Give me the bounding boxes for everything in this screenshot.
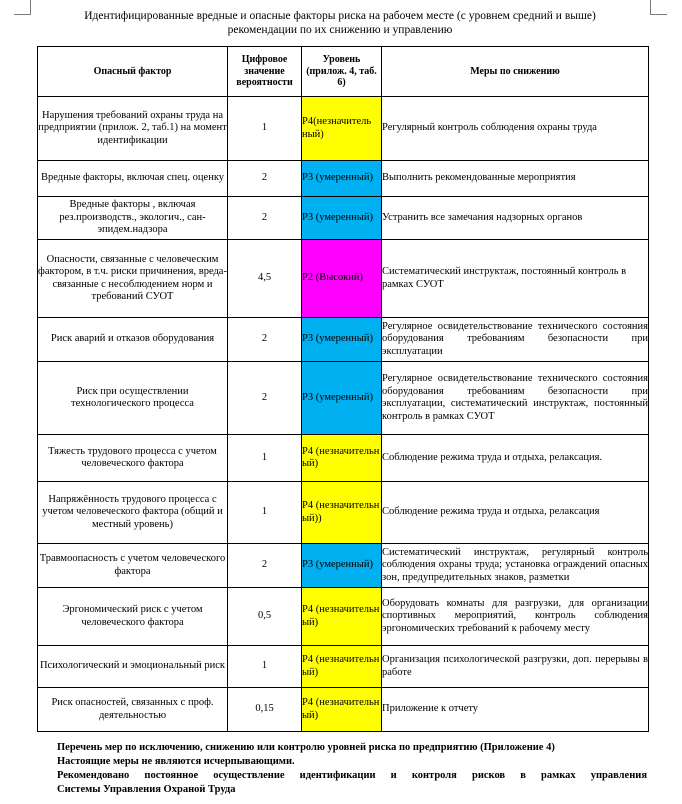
probability-cell: 1 [228, 646, 302, 688]
table-row [38, 362, 649, 435]
measure-cell: Соблюдение режима труда и отдыха, релаксация. [382, 435, 649, 482]
table-row [38, 544, 649, 588]
level-cell: Р4 (незначительн ый) [302, 435, 382, 482]
table-row [38, 240, 649, 318]
level-cell: Р4 (незначительн ый)) [302, 482, 382, 544]
footer-line-4: Системы Управления Охраной Труда [57, 784, 236, 795]
probability-cell: 1 [228, 97, 302, 161]
table-row [38, 435, 649, 482]
level-cell: Р3 (умеренный) [302, 362, 382, 435]
footer-line-2: Настоящие меры не являются исчерпывающими. [57, 756, 295, 767]
measure-cell: Регулярное освидетельствование технического состояния оборудования требованиям безопасности при эксплуатации, систематический инструктаж, постоянный контроль в рамках СУОТ [382, 362, 649, 435]
level-cell: Р4 (незначительн ый) [302, 588, 382, 646]
level-cell: Р4 (незначительн ый) [302, 688, 382, 732]
measure-cell: Систематический инструктаж, регулярный контроль соблюдения охраны труда; установка ограждений опасных зон, предупредительных знаков, разметки [382, 544, 649, 588]
margin-corner-mark-right [650, 0, 667, 15]
table-row [38, 97, 649, 161]
header-level: Уровень (прилож. 4, таб. 6) [302, 47, 382, 97]
level-cell: Р4(незначитель ный) [302, 97, 382, 161]
table-row [38, 482, 649, 544]
table-row [38, 197, 649, 240]
measure-cell: Устранить все замечания надзорных органов [382, 197, 649, 240]
title-line-2: рекомендации по их снижению и управлению [227, 23, 453, 36]
level-cell: Р2 (Высокий) [302, 240, 382, 318]
table-header-row [38, 47, 649, 97]
level-cell: Р3 (умеренный) [302, 161, 382, 197]
risk-table [37, 46, 649, 732]
table-row [38, 318, 649, 362]
factor-cell: Риск аварий и отказов оборудования [38, 318, 228, 362]
factor-cell: Психологический и эмоциональный риск [38, 646, 228, 688]
margin-corner-mark-left [14, 0, 31, 15]
level-cell: Р4 (незначительн ый) [302, 646, 382, 688]
probability-cell: 0,5 [228, 588, 302, 646]
footer-line-1: Перечень мер по исключению, снижению или контролю уровней риска по предприятию (Приложение 4) [57, 742, 555, 753]
measure-cell: Соблюдение режима труда и отдыха, релаксация [382, 482, 649, 544]
factor-cell: Тяжесть трудового процесса с учетом человеческого фактора [38, 435, 228, 482]
measure-cell: Организация психологической разгрузки, доп. перерывы в работе [382, 646, 649, 688]
header-factor: Опасный фактор [38, 47, 228, 97]
table-row [38, 161, 649, 197]
probability-cell: 1 [228, 435, 302, 482]
measure-cell: Приложение к отчету [382, 688, 649, 732]
title-line-1: Идентифицированные вредные и опасные факторы риска на рабочем месте (с уровнем средний и выше) [84, 10, 596, 22]
level-cell: Р3 (умеренный) [302, 544, 382, 588]
measure-cell: Регулярный контроль соблюдения охраны труда [382, 97, 649, 161]
document-footer [57, 741, 647, 797]
probability-cell: 0,15 [228, 688, 302, 732]
factor-cell: Риск при осуществлении технологического процесса [38, 362, 228, 435]
probability-cell: 1 [228, 482, 302, 544]
document-title [40, 10, 640, 37]
factor-cell: Напряжённость трудового процесса с учетом человеческого фактора (общий и местный уровень) [38, 482, 228, 544]
probability-cell: 4,5 [228, 240, 302, 318]
factor-cell: Вредные факторы , включая рез.производств., экологич., сан-эпидем.надзора [38, 197, 228, 240]
measure-cell: Регулярное освидетельствование технического состояния оборудования требованиям безопасности при эксплуатации [382, 318, 649, 362]
factor-cell: Риск опасностей, связанных с проф. деятельностью [38, 688, 228, 732]
factor-cell: Нарушения требований охраны труда на предприятии (прилож. 2, таб.1) на момент идентификации [38, 97, 228, 161]
level-cell: Р3 (умеренный) [302, 318, 382, 362]
level-cell: Р3 (умеренный) [302, 197, 382, 240]
table-row [38, 688, 649, 732]
measure-cell: Систематический инструктаж, постоянный контроль в рамках СУОТ [382, 240, 649, 318]
footer-line-3: Рекомендовано постоянное осуществление идентификации и контроля рисков в рамках управления [57, 770, 647, 781]
factor-cell: Опасности, связанные с человеческим фактором, в т.ч. риски причинения, вреда-связанные с несоблюдением норм и требований СУОТ [38, 240, 228, 318]
header-probability: Цифровое значение вероятности [228, 47, 302, 97]
table-row [38, 588, 649, 646]
header-measures: Меры по снижению [382, 47, 649, 97]
probability-cell: 2 [228, 318, 302, 362]
probability-cell: 2 [228, 544, 302, 588]
factor-cell: Эргономический риск с учетом человеческого фактора [38, 588, 228, 646]
measure-cell: Выполнить рекомендованные мероприятия [382, 161, 649, 197]
probability-cell: 2 [228, 362, 302, 435]
probability-cell: 2 [228, 161, 302, 197]
probability-cell: 2 [228, 197, 302, 240]
factor-cell: Травмоопасность с учетом человеческого фактора [38, 544, 228, 588]
factor-cell: Вредные факторы, включая спец. оценку [38, 161, 228, 197]
table-row [38, 646, 649, 688]
measure-cell: Оборудовать комнаты для разгрузки, для организации спортивных мероприятий, контроль соблюдения эргономических требований к рабочему месту [382, 588, 649, 646]
